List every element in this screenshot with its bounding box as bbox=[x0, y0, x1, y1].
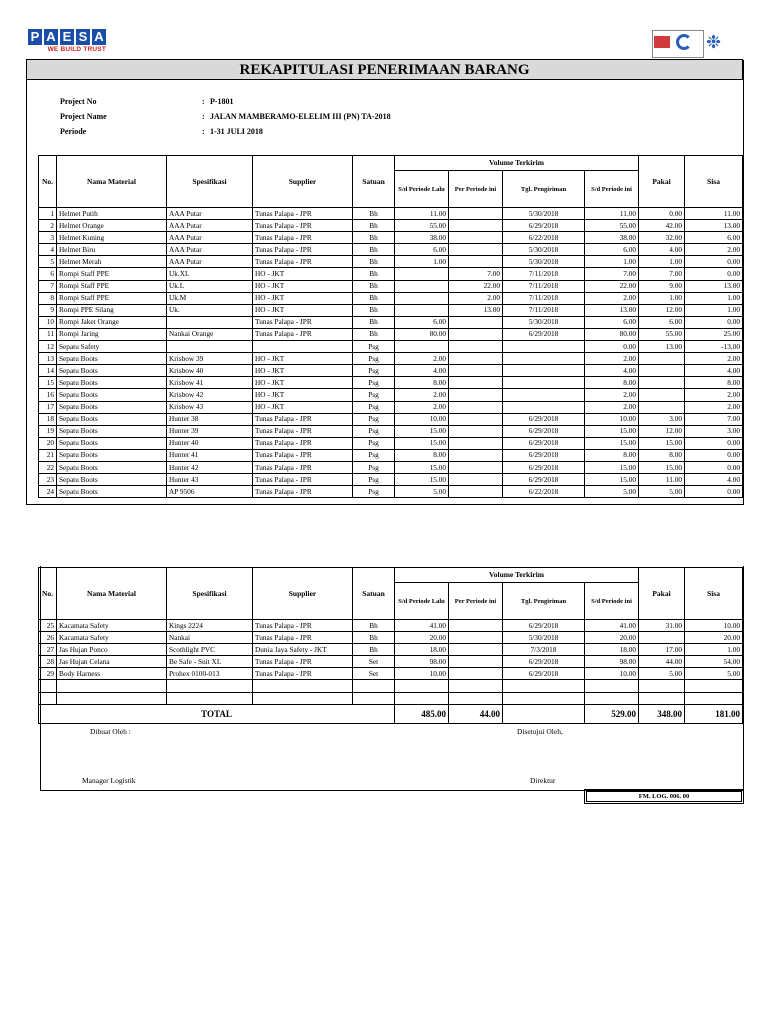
table-row: 2 Helmet Orange AAA Putar Tunas Palapa - JPR Bh 55.00 6/29/2018 55.00 42.00 13.00 bbox=[39, 220, 743, 232]
table-row: 26 Kacamata Safety Nankai Tunas Palapa - JPR Bh 20.00 5/30/2018 20.00 20.00 bbox=[39, 632, 743, 644]
table-row: 1 Helmet Putih AAA Putar Tunas Palapa - JPR Bh 11.00 5/30/2018 11.00 0.00 11.00 bbox=[39, 208, 743, 220]
snowflake-icon: ❉ bbox=[706, 32, 722, 52]
total-sd-lalu: 485.00 bbox=[395, 704, 449, 723]
info-project-name: Project Name : JALAN MAMBERAMO-ELELIM III (PN) TA-2018 bbox=[60, 112, 391, 121]
table-row: 21 Sepatu Boots Hunter 41 Tunas Palapa - JPR Psg 8.00 6/29/2018 8.00 8.00 0.00 bbox=[39, 449, 743, 461]
total-per-periode: 44.00 bbox=[449, 704, 503, 723]
col-nama: Nama Material bbox=[57, 156, 167, 208]
form-code: FM. LOG. 006. 00 bbox=[586, 791, 742, 802]
col-volume: Volume Terkirim bbox=[395, 156, 639, 171]
col-supplier: Supplier bbox=[253, 156, 353, 208]
table-row: 13 Sepatu Boots Krisbow 39 HO - JKT Psg 2.00 2.00 2.00 bbox=[39, 353, 743, 365]
table-row: 16 Sepatu Boots Krisbow 42 HO - JKT Psg 2.00 2.00 2.00 bbox=[39, 389, 743, 401]
total-sd-ini: 529.00 bbox=[585, 704, 639, 723]
col-sisa: Sisa bbox=[685, 156, 743, 208]
logo-letters: P A E S A bbox=[28, 29, 106, 45]
col-sd-ini: S/d Periode ini bbox=[585, 171, 639, 208]
table-row: 3 Helmet Kuning AAA Putar Tunas Palapa - JPR Bh 38.00 6/22/2018 38.00 32.00 6.00 bbox=[39, 232, 743, 244]
empty-row bbox=[39, 680, 743, 692]
col-spesifikasi: Spesifikasi bbox=[167, 156, 253, 208]
material-table-1 bbox=[38, 155, 743, 498]
disetujui-oleh-label: Disetujui Oleh, bbox=[517, 727, 563, 736]
table-row: 18 Sepatu Boots Hunter 38 Tunas Palapa - JPR Psg 10.00 6/29/2018 10.00 3.00 7.00 bbox=[39, 413, 743, 425]
table-row: 4 Helmet Biru AAA Putar Tunas Palapa - JPR Bh 6.00 5/30/2018 6.00 4.00 2.00 bbox=[39, 244, 743, 256]
table-row: 8 Rompi Staff PPE Uk.M HO - JKT Bh 2.00 7/11/2018 2.00 1.00 1.00 bbox=[39, 292, 743, 304]
dibuat-oleh-label: Dibuat Oleh : bbox=[90, 727, 131, 736]
page-title: REKAPITULASI PENERIMAAN BARANG bbox=[26, 59, 743, 80]
table-row: 22 Sepatu Boots Hunter 42 Tunas Palapa - JPR Psg 15.00 6/29/2018 15.00 15.00 0.00 bbox=[39, 461, 743, 473]
table-row: 12 Sepatu Safety Psg 0.00 13.00 -13.00 bbox=[39, 341, 743, 353]
total-pakai: 348.00 bbox=[639, 704, 685, 723]
company-tagline: WE BUILD TRUST bbox=[47, 46, 106, 53]
material-table-2: No. Nama Material Spesifikasi Supplier Satuan Volume Terkirim Pakai Sisa S/d Periode Lalu Per Periode ini Tgl. Pengiriman S/d Periode ini 25 Kacamata Safety Kings 2224 Tunas Palapa - JPR Bh 41.00 6/29/2018 41.00 31.00 10.00 26 Kacamata Safety Nankai Tunas Palapa - JPR Bh 20.00 5/30/2018 20.00 20.00 27 Jas Hujan Ponco Scothlight PVC Dunia Jaya Safety - JKT Bh 18.00 7/3/2018 18.00 17.00 1.00 28 Jas Hujan Celana Be Safe - Suit XL Tunas Palapa - JPR Set 98.00 6/29/2018 98.00 44.00 54.00 29 Body Harness Prohex 0100-013 Tunas Palapa - JPR Set 10.00 6/29/2018 10.00 5.00 5.00 TOTAL 485.00 44.00 529.00 348.00 181.00 bbox=[38, 567, 743, 724]
col-no: No. bbox=[39, 156, 57, 208]
table-row: 27 Jas Hujan Ponco Scothlight PVC Dunia Jaya Safety - JKT Bh 18.00 7/3/2018 18.00 17.00 1.00 bbox=[39, 644, 743, 656]
table-row: 11 Rompi Jaring Nankai Orange Tunas Palapa - JPR Bh 80.00 6/29/2018 80.00 55.00 25.00 bbox=[39, 328, 743, 340]
certification-logo bbox=[652, 30, 728, 56]
table-row: 28 Jas Hujan Celana Be Safe - Suit XL Tunas Palapa - JPR Set 98.00 6/29/2018 98.00 44.00 54.00 bbox=[39, 656, 743, 668]
direktur-label: Direktur bbox=[530, 776, 556, 785]
table-row: 17 Sepatu Boots Krisbow 43 HO - JKT Psg 2.00 2.00 2.00 bbox=[39, 401, 743, 413]
info-project-no: Project No : P-1801 bbox=[60, 97, 234, 106]
table-row: 9 Rompi PPE Silang Uk. HO - JKT Bh 13.00 7/11/2018 13.00 12.00 1.00 bbox=[39, 304, 743, 316]
table-row: 24 Sepatu Boots AP 9506 Tunas Palapa - JPR Psg 5.00 6/22/2018 5.00 5.00 0.00 bbox=[39, 486, 743, 498]
total-label: TOTAL bbox=[39, 704, 395, 723]
total-sisa: 181.00 bbox=[685, 704, 743, 723]
table-row: 19 Sepatu Boots Hunter 39 Tunas Palapa - JPR Psg 15.00 6/29/2018 15.00 12.00 3.00 bbox=[39, 425, 743, 437]
empty-row bbox=[39, 692, 743, 704]
table-row: 5 Helmet Merah AAA Putar Tunas Palapa - JPR Bh 1.00 5/30/2018 1.00 1.00 0.00 bbox=[39, 256, 743, 268]
company-logo bbox=[28, 29, 106, 53]
table-row: 7 Rompi Staff PPE Uk.L HO - JKT Bh 22.00 7/11/2018 22.00 9.00 13.00 bbox=[39, 280, 743, 292]
table-row: 15 Sepatu Boots Krisbow 41 HO - JKT Psg 8.00 8.00 8.00 bbox=[39, 377, 743, 389]
total-row bbox=[39, 704, 743, 723]
col-per-periode: Per Periode ini bbox=[449, 171, 503, 208]
col-sd-lalu: S/d Periode Lalu bbox=[395, 171, 449, 208]
table-row: 25 Kacamata Safety Kings 2224 Tunas Palapa - JPR Bh 41.00 6/29/2018 41.00 31.00 10.00 bbox=[39, 620, 743, 632]
table-row: 23 Sepatu Boots Hunter 43 Tunas Palapa - JPR Psg 15.00 6/29/2018 15.00 11.00 4.00 bbox=[39, 474, 743, 486]
table-row: 6 Rompi Staff PPE Uk.XL HO - JKT Bh 7.00 7/11/2018 7.00 7.00 0.00 bbox=[39, 268, 743, 280]
table-row: 14 Sepatu Boots Krisbow 40 HO - JKT Psg 4.00 4.00 4.00 bbox=[39, 365, 743, 377]
table-row: 29 Body Harness Prohex 0100-013 Tunas Palapa - JPR Set 10.00 6/29/2018 10.00 5.00 5.00 bbox=[39, 668, 743, 680]
table-row: 20 Sepatu Boots Hunter 40 Tunas Palapa - JPR Psg 15.00 6/29/2018 15.00 15.00 0.00 bbox=[39, 437, 743, 449]
col-pakai: Pakai bbox=[639, 156, 685, 208]
info-periode: Periode : 1-31 JULI 2018 bbox=[60, 127, 263, 136]
col-satuan: Satuan bbox=[353, 156, 395, 208]
col-tgl: Tgl. Pengiriman bbox=[503, 171, 585, 208]
table-row: 10 Rompi Jaket Orange Tunas Palapa - JPR Bh 6.00 5/30/2018 6.00 6.00 0.00 bbox=[39, 316, 743, 328]
manager-logistik-label: Manager Logistik bbox=[82, 776, 136, 785]
